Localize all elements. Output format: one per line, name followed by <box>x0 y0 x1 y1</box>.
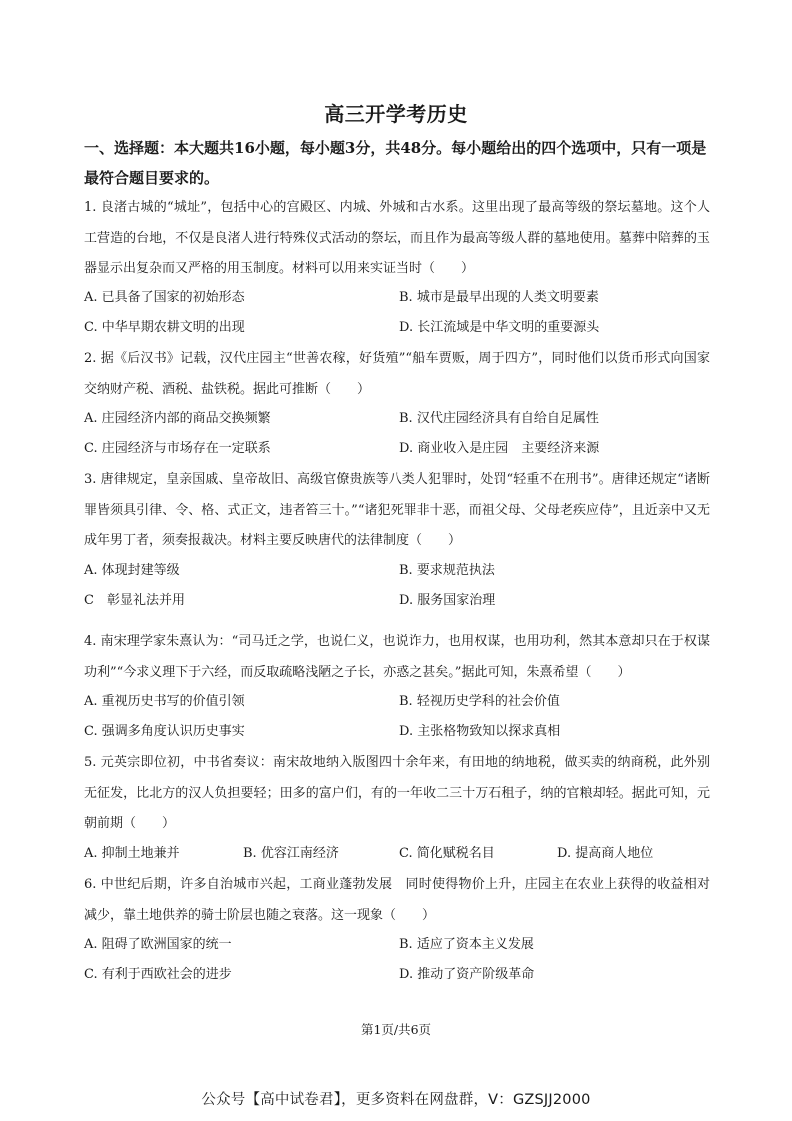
question-3-stem: 3. 唐律规定，皇亲国戚、皇帝故旧、高级官僚贵族等八类人犯罪时，处罚“轻重不在刑书”。唐律还规定“诸断罪皆须具引律、令、格、式正文，违者笞三十。”“诸犯死罪非十恶，而祖父母、父母老疾应侍”，且近亲中又无成年男丁者，须奏报裁决。材料主要反映唐代的法律制度（ ） <box>84 472 710 548</box>
question-3-option-b: B. 要求规范执法 <box>399 563 495 578</box>
question-3-option-a: A. 体现封建等级 <box>84 563 180 578</box>
question-6-stem: 6. 中世纪后期，许多自治城市兴起，工商业蓬勃发展 同时使得物价上升，庄园主在农业上获得的收益相对减少，靠土地供养的骑士阶层也随之衰落。这一现象（ ） <box>84 877 710 923</box>
question-2-option-a: A. 庄园经济内部的商品交换频繁 <box>84 411 271 426</box>
question-4-option-a: A. 重视历史书写的价值引领 <box>84 694 245 709</box>
question-5-stem: 5. 元英宗即位初，中书省奏议：南宋故地纳入版图四十余年来，有田地的纳地税，做买卖的纳商税，此外别无征发，比北方的汉人负担要轻；田多的富户们，有的一年收二三十万石租子，纳的官粮却轻。据此可知，元朝前期（ ） <box>84 755 710 831</box>
question-2-stem: 2. 据《后汉书》记载，汉代庄园主“世善农稼，好货殖”“船车贾贩，周于四方”，同时他们以货币形式向国家交纳财产税、酒税、盐铁税。据此可推断（ ） <box>84 351 710 397</box>
question-4-option-d: D. 主张格物致知以探求真相 <box>399 724 561 739</box>
question-2-option-d: D. 商业收入是庄园 主要经济来源 <box>399 441 600 456</box>
section-header: 一、选择题：本大题共16小题，每小题3分，共48分。每小题给出的四个选项中，只有一项是最符合题目要求的。 <box>84 139 707 187</box>
question-3-option-d: D. 服务国家治理 <box>399 593 496 608</box>
question-4-option-c: C. 强调多角度认识历史事实 <box>84 724 245 739</box>
page-number: 第1页/共6页 <box>360 1022 432 1037</box>
watermark: 公众号【高中试卷君】，更多资料在网盘群，V：GZSJJ2000 <box>201 1092 591 1108</box>
question-1-stem: 1. 良渚古城的“城址”，包括中心的宫殿区、内城、外城和古水系。这里出现了最高等级的祭坛墓地。这个人工营造的台地，不仅是良渚人进行特殊仪式活动的祭坛，而且作为最高等级人群的墓地使用。墓葬中陪葬的玉器显示出复杂而又严格的用玉制度。材料可以用来实证当时（ ） <box>84 200 710 276</box>
question-1-option-a: A. 已具备了国家的初始形态 <box>84 290 245 305</box>
exam-title: 高三开学考历史 <box>324 102 468 126</box>
question-6-option-d: D. 推动了资产阶级革命 <box>399 967 535 982</box>
question-6-option-b: B. 适应了资本主义发展 <box>399 937 534 952</box>
question-2-option-b: B. 汉代庄园经济具有自给自足属性 <box>399 411 599 426</box>
question-1-option-c: C. 中华早期农耕文明的出现 <box>84 320 245 335</box>
question-5-option-c: C. 简化赋税名目 <box>399 846 495 861</box>
question-5-option-d: D. 提高商人地位 <box>557 846 654 861</box>
question-5-option-a: A. 抑制土地兼并 <box>84 846 180 861</box>
question-4-option-b: B. 轻视历史学科的社会价值 <box>399 694 560 709</box>
question-6-option-c: C. 有利于西欧社会的进步 <box>84 967 232 982</box>
question-5-option-b: B. 优容江南经济 <box>243 846 339 861</box>
question-4-stem: 4. 南宋理学家朱熹认为：“司马迁之学，也说仁义，也说诈力，也用权谋，也用功利，然其本意却只在于权谋功利”“今求义理下于六经，而反取疏略浅陋之子长，亦惑之甚矣。”据此可知，朱熹希望（ ） <box>84 634 710 680</box>
question-1-option-d: D. 长江流域是中华文明的重要源头 <box>399 320 600 335</box>
question-6-option-a: A. 阻碍了欧洲国家的统一 <box>84 937 232 952</box>
question-1-option-b: B. 城市是最早出现的人类文明要素 <box>399 290 599 305</box>
question-3-option-c: C 彰显礼法并用 <box>84 593 185 608</box>
question-2-option-c: C. 庄园经济与市场存在一定联系 <box>84 441 271 456</box>
